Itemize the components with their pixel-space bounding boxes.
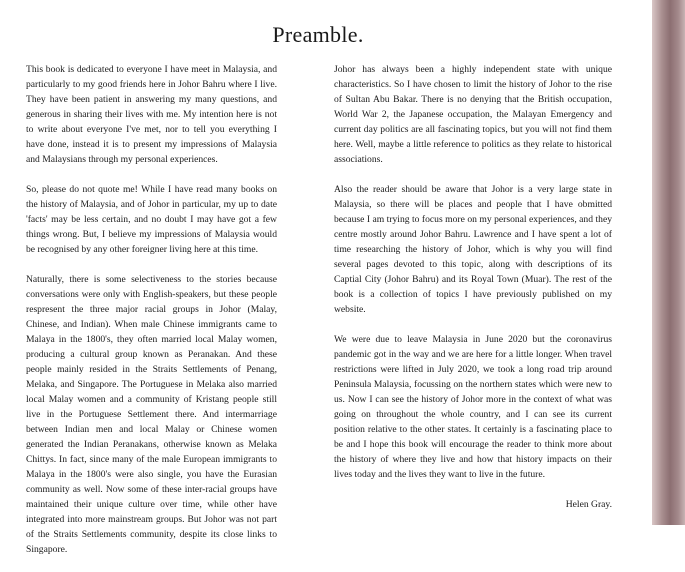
paragraph: So, please do not quote me! While I have read many books on the history of Malaysia, and of Johor in particular, my up to date 'facts' may be less certain, and no doubt I may have got a few things wrong. But, I believe my impressions of Malaysia would be recognised by any other foreigner living here at this time. [26,184,277,255]
paragraph: Johor has always been a highly independent state with unique characteristics. So I have chosen to limit the history of Johor to the rise of Sultan Abu Bakar. There is no denying that the British occupation, World War 2, the Japanese occupation, the Malayan Emergency and current day politics are all fascinating topics, but you will not find them here. Well, maybe a little reference to politics as they relate to historical associations. [334,64,612,165]
page-title: Preamble. [272,22,364,47]
paragraph: This book is dedicated to everyone I have meet in Malaysia, and particularly to my good friends here in Johor Bahru where I live. They have been patient in answering my many questions, and generous in sharing their lives with me. My intention here is not to write about everyone I've met, nor to tell you everything I have done, instead it is to present my impressions of Malaysia and Malaysians through my personal experiences. [26,64,277,165]
right-column [334,62,612,527]
author-signature: Helen Gray. [565,499,612,510]
left-column [26,62,277,572]
paragraph: Naturally, there is some selectiveness to the stories because conversations were only with English-speakers, but these people respresent the three major racial groups in Johor (Malay, Chinese, and Indian). When male Chinese immigrants came to Malaya in the 1800's, they often married local Malay women, producing a cultural group known as Peranakan. And these people mainly resided in the Straits Settlements of Penang, Melaka, and Singapore. The Portuguese in Melaka also married local Malay women and a community of Kristang people still live in the Portuguese Settlement there. And intermarriage between Indian men and local Malay or Chinese women generated the Indian Peranakans, otherwise known as Melaka Chittys. In fact, since many of the male European immigrants to Malaya in the 1800's were also single, you have the Eurasian community as well. Now some of these inter-racial groups have maintained their unique culture over time, while other have integrated into more mainstream groups. But Johor was not part of the Straits Settlements community, despite its close links to Singapore. [26,274,277,555]
paragraph: We were due to leave Malaysia in June 2020 but the coronavirus pandemic got in the way and we are here for a little longer. When travel restrictions were lifted in July 2020, we took a long road trip around Peninsula Malaysia, focussing on the northern states which were new to us. Now I can see the history of Johor more in the context of what was going on throughout the whole country, and I can see its current position relative to the other states. It certainly is a fascinating place to be and I hope this book will encourage the reader to think more about the history of where they live and how that history impacts on their lives today and the lives they want to live in the future. [334,334,612,480]
book-spine-edge [652,0,685,525]
paragraph: Also the reader should be aware that Johor is a very large state in Malaysia, so there will be places and people that I have obmitted because I am trying to focus more on my personal experiences, and they centre mostly around Johor Bahru. Lawrence and I have spent a lot of time researching the history of Johor, which is why you will find several pages devoted to this topic, along with descriptions of its Captial City (Johor Bahru) and its Royal Town (Muar). The rest of the book is a collection of topics I have previously published on my website. [334,184,612,315]
